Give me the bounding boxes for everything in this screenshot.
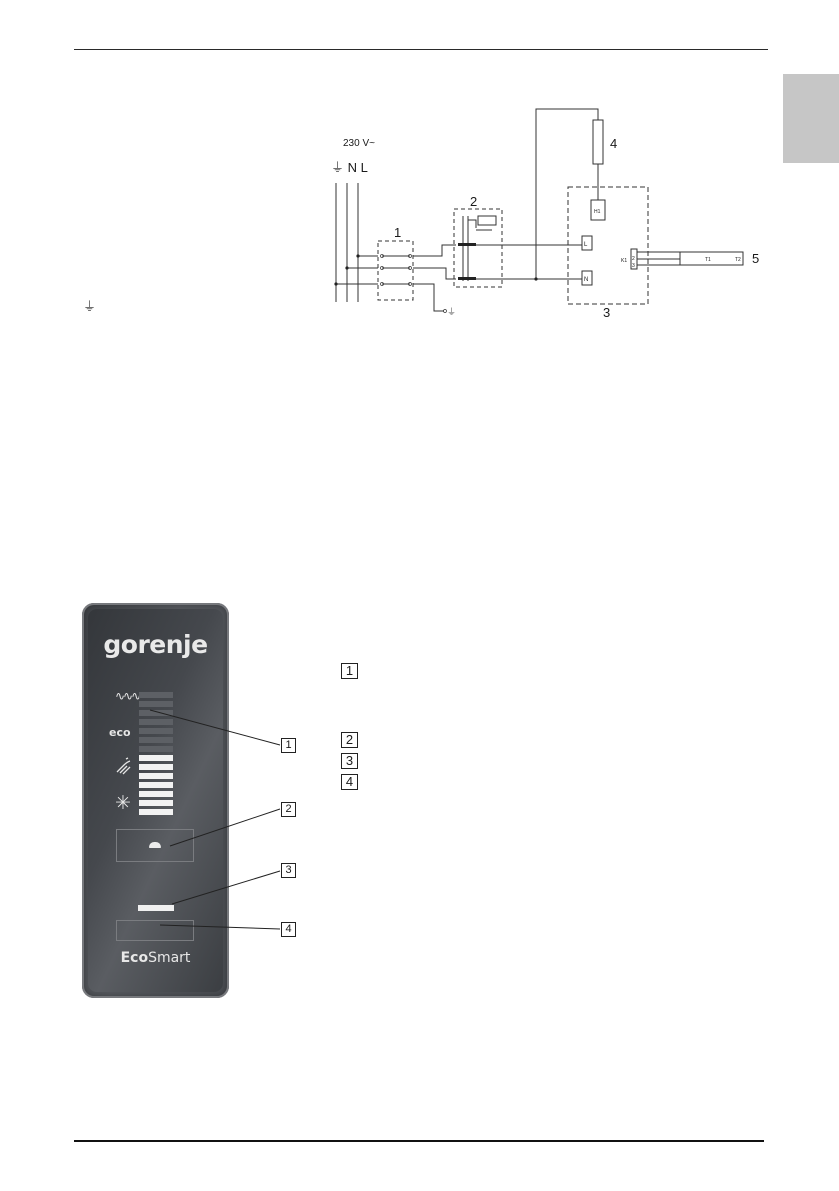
heat-waves-icon: ∿∿∿ <box>115 689 140 703</box>
callout-3: 3 <box>281 863 296 878</box>
status-indicator <box>138 905 174 911</box>
led-segment <box>139 809 173 815</box>
heater-label: H1 <box>594 209 601 215</box>
display-field <box>116 920 194 941</box>
shower-hand-icon <box>115 757 133 775</box>
led-segment <box>139 800 173 806</box>
button-indicator-icon <box>149 842 161 848</box>
legend-item-3: 3 <box>341 753 358 769</box>
ground-symbol: ⏚ <box>447 307 457 317</box>
component-number-2: 2 <box>470 194 478 209</box>
terminal-l-label: L <box>584 242 588 248</box>
led-segment <box>139 773 173 779</box>
led-segment <box>139 764 173 770</box>
header-rule <box>74 49 768 50</box>
footer-rule <box>74 1140 764 1142</box>
legend-item-2: 2 <box>341 732 358 748</box>
wiring-diagram <box>320 98 780 328</box>
led-segment <box>139 692 173 698</box>
led-segment <box>139 755 173 761</box>
component-number-3: 3 <box>603 305 611 320</box>
k1-label: K1 <box>621 258 628 264</box>
component-number-4: 4 <box>610 136 618 151</box>
led-segment <box>139 737 173 743</box>
model-prefix: Eco <box>120 950 149 966</box>
terminal-n-label: N <box>584 277 589 283</box>
pin-2-label: 2 <box>632 256 635 262</box>
legend-item-1: 1 <box>341 663 358 679</box>
frost-icon: ✳ <box>115 792 131 814</box>
led-segment <box>139 719 173 725</box>
led-segment <box>139 710 173 716</box>
led-segment <box>139 791 173 797</box>
ground-symbol-note: ⏚ <box>83 299 97 314</box>
brand-logo: gorenje <box>103 630 208 659</box>
eco-label: eco <box>109 726 131 739</box>
control-panel <box>82 603 229 998</box>
led-segment <box>139 728 173 734</box>
legend-item-4: 4 <box>341 774 358 790</box>
led-segment <box>139 746 173 752</box>
t1-label: T1 <box>705 257 711 263</box>
voltage-label: 230 V~ <box>343 138 375 149</box>
language-tab-marker <box>783 74 839 163</box>
component-number-5: 5 <box>752 251 760 266</box>
temperature-led-bar <box>139 692 173 818</box>
mode-button[interactable] <box>116 829 194 862</box>
component-number-1: 1 <box>394 225 402 240</box>
t2-label: T2 <box>735 257 741 263</box>
control-panel-face <box>88 609 223 992</box>
led-segment <box>139 782 173 788</box>
model-name <box>88 950 223 966</box>
pin-3-label: 3 <box>632 263 635 269</box>
terminals-label: ⏚ N L <box>331 160 368 175</box>
model-suffix: Smart <box>148 950 191 966</box>
callout-2: 2 <box>281 802 296 817</box>
led-segment <box>139 701 173 707</box>
callout-4: 4 <box>281 922 296 937</box>
callout-1: 1 <box>281 738 296 753</box>
